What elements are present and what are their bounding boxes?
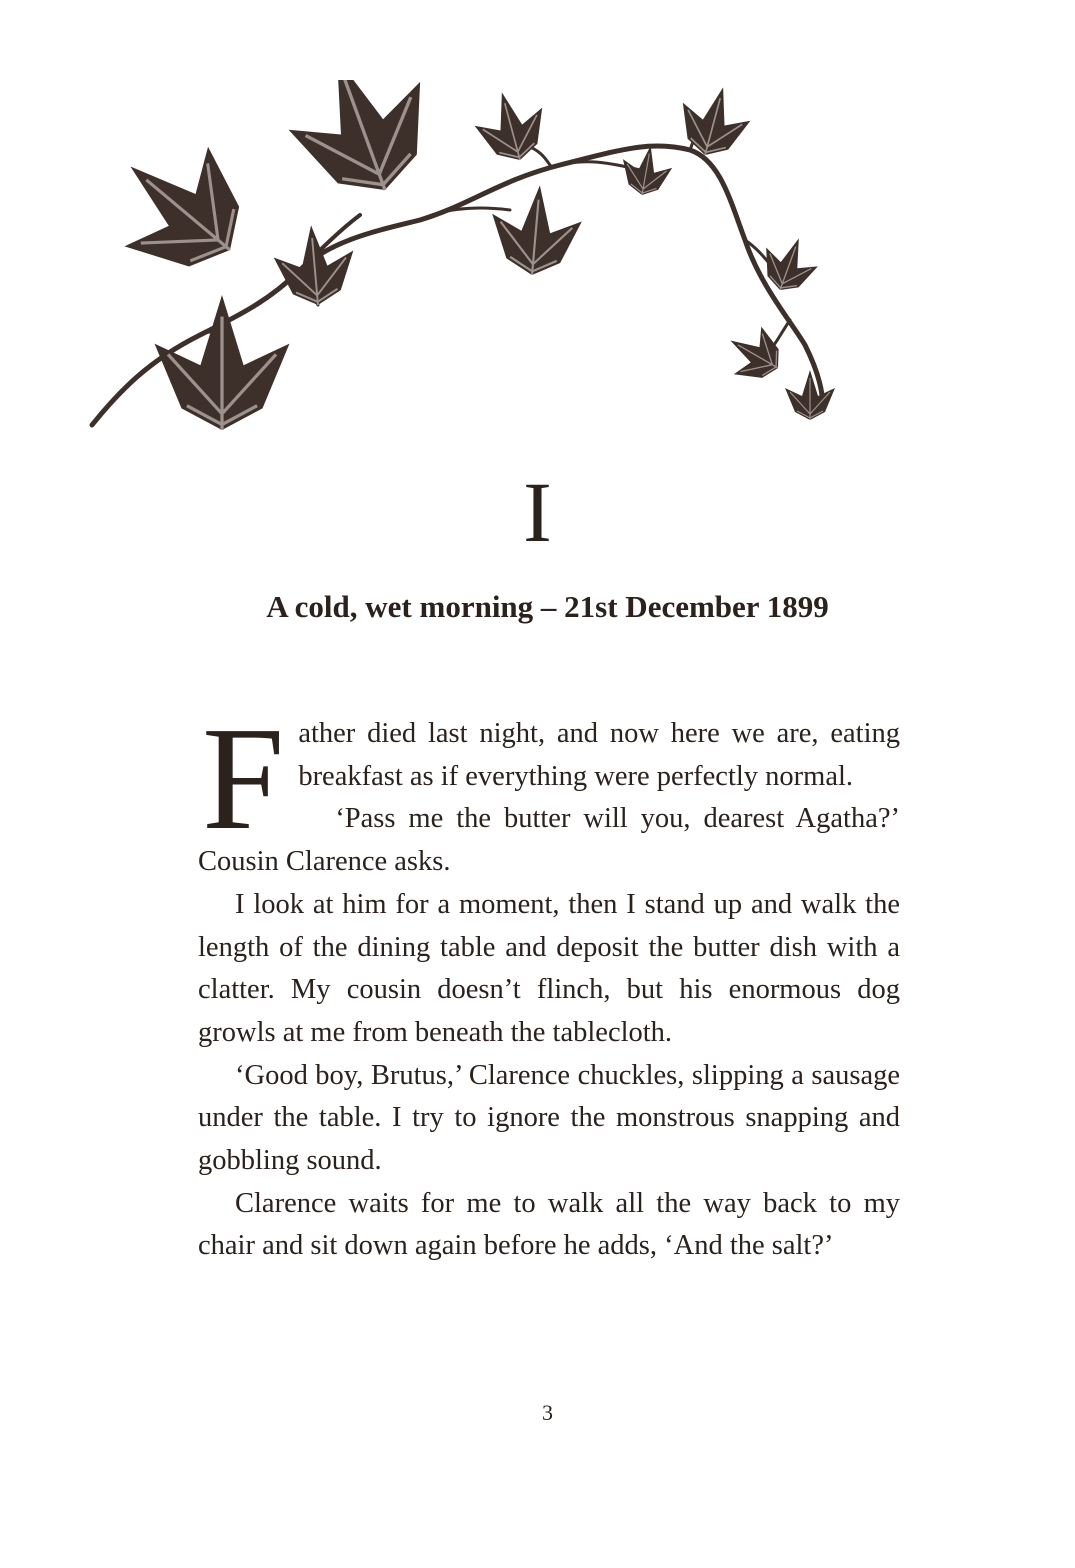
ivy-leaf <box>717 317 792 392</box>
ivy-leaf <box>271 222 358 309</box>
ivy-leaf <box>671 80 757 164</box>
ivy-leaf <box>155 295 290 430</box>
paragraph: Clarence waits for me to walk all the way back to my chair and sit down again before he adds, ‘And the salt?’ <box>198 1187 900 1262</box>
ivy-leaf <box>785 370 835 420</box>
ivy-leaf <box>754 229 824 299</box>
paragraph-text: ather died last night, and now here we are, eating breakfast as if everything were perfectly normal. <box>298 718 900 792</box>
ivy-leaf <box>487 181 585 279</box>
chapter-title: A cold, wet morning – 21st December 1899 <box>266 589 829 624</box>
chapter-number: I <box>523 464 552 560</box>
paragraph: ‘Good boy, Brutus,’ Clarence chuckles, slipping a sausage under the table. I try to ignore the monstrous snapping and gobbling sound. <box>198 1059 900 1177</box>
paragraph: I look at him for a moment, then I stand up and walk the length of the dining table and deposit the butter dish with a clatter. My cousin doesn’t flinch, but his enormous dog growls at me from beneath the tablecloth. <box>198 888 900 1048</box>
ivy-leaf <box>89 117 272 300</box>
ivy-leaf <box>468 83 554 169</box>
chapter-body <box>198 697 900 1268</box>
ivy-leaf <box>271 80 450 214</box>
paragraph: ‘Pass me the butter will you, dearest Agatha?’ Cousin Clarence asks. <box>198 803 900 878</box>
page-number: 3 <box>542 1400 553 1425</box>
ivy-vine-illustration <box>80 80 850 480</box>
drop-cap: F <box>202 697 285 861</box>
